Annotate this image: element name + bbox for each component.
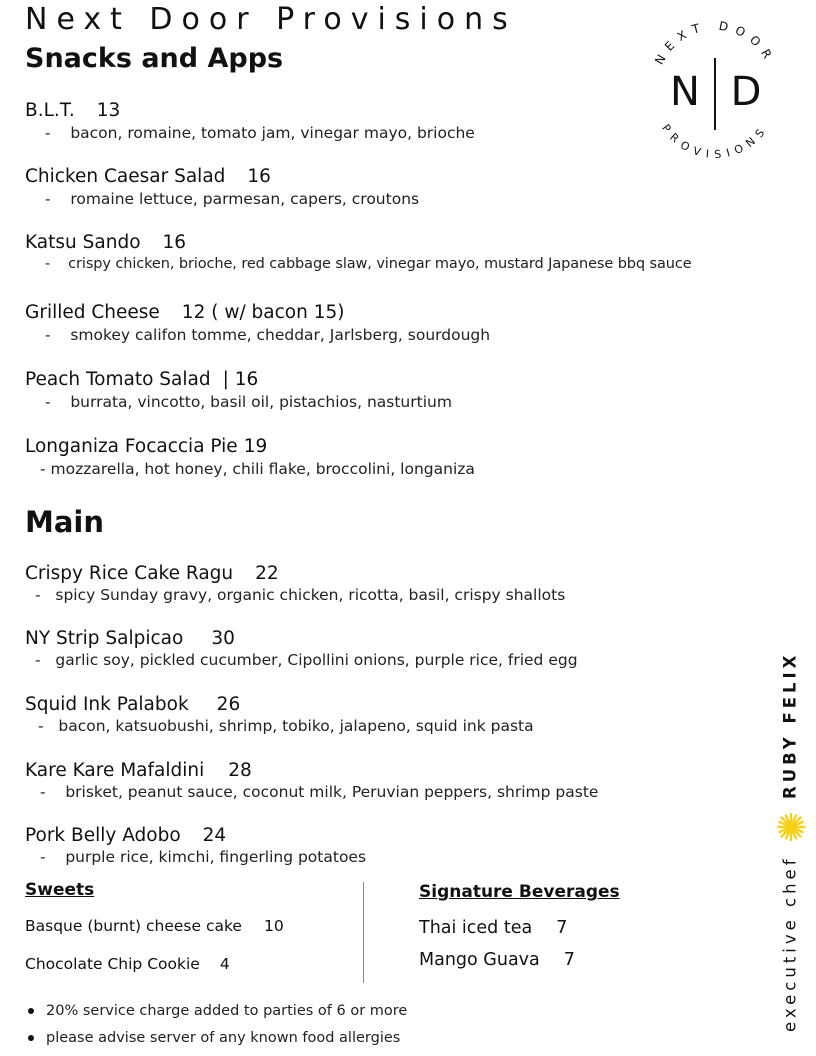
item-description: - bacon, romaine, tomato jam, vinegar mayo, brioche [45,124,475,142]
item-description: - garlic soy, pickled cucumber, Cipollini onions, purple rice, fried egg [35,651,578,669]
item-price: | 16 [222,369,259,390]
item-description: - bacon, katsuobushi, shrimp, tobiko, jalapeno, squid ink pasta [38,717,534,735]
item-description: - romaine lettuce, parmesan, capers, croutons [45,190,420,208]
item-price: 19 [243,436,268,457]
menu-item [25,825,226,846]
sweet-item: Basque (burnt) cheese cake 10 [25,917,284,935]
item-name: Squid Ink Palabok [25,694,189,715]
menu-item [25,232,186,253]
item-description: - mozzarella, hot honey, chili flake, broccolini, longaniza [40,460,475,478]
item-name: Crispy Rice Cake Ragu [25,563,234,584]
chef-credit [776,652,806,1032]
nd-logo [640,12,790,162]
beverage-item: Thai iced tea 7 [419,918,568,938]
item-name: Grilled Cheese [25,302,160,323]
item-price: 12 ( w/ bacon 15) [181,302,345,323]
item-description: - smokey califon tomme, cheddar, Jarlsberg, sourdough [45,326,491,344]
logo-letter-d: D [730,69,762,115]
item-name: Peach Tomato Salad [25,369,211,390]
logo-bottom-text: PROVISIONS [659,121,771,162]
logo-top-text: NEXT DOOR [652,18,778,68]
sweets-heading: Sweets [25,880,95,900]
chef-name: RUBY FELIX [780,651,800,799]
sweet-item: Chocolate Chip Cookie 4 [25,955,230,973]
menu-item [25,166,271,187]
item-name: Chicken Caesar Salad [25,166,226,187]
menu-item [25,302,345,323]
menu-item [25,369,258,390]
item-name: B.L.T. [25,100,75,121]
item-name: Katsu Sando [25,232,141,253]
item-price: 16 [247,166,271,187]
item-price: 26 [216,694,241,715]
bullet-icon [28,1035,34,1041]
item-description: - crispy chicken, brioche, red cabbage slaw, vinegar mayo, mustard Japanese bbq sauce [45,256,692,272]
section-title-main: Main [25,505,105,539]
item-price: 13 [96,100,121,121]
beverage-item: Mango Guava 7 [419,950,575,970]
item-description: - burrata, vincotto, basil oil, pistachios, nasturtium [45,393,452,411]
menu-item [25,694,240,715]
note-service-charge: 20% service charge added to parties of 6 or more [28,1003,407,1019]
menu-item [25,760,252,781]
menu-item [25,563,279,584]
item-price: 24 [202,825,227,846]
brand-title: Next Door Provisions [25,2,517,37]
section-title-snacks: Snacks and Apps [25,43,284,74]
menu-item [25,436,267,457]
logo-letter-n: N [670,69,700,115]
item-name: Longaniza Focaccia Pie [25,436,238,457]
column-divider [363,882,364,983]
item-name: Kare Kare Mafaldini [25,760,205,781]
item-description: - spicy Sunday gravy, organic chicken, ricotta, basil, crispy shallots [35,586,566,604]
item-price: 16 [162,232,187,253]
item-description: - brisket, peanut sauce, coconut milk, Peruvian peppers, shrimp paste [40,783,599,801]
bullet-icon [28,1008,34,1014]
note-allergies: please advise server of any known food allergies [28,1030,400,1046]
item-price: 22 [255,563,279,584]
sun-icon [776,812,806,842]
chef-role: executive chef [780,855,800,1032]
item-name: NY Strip Salpicao [25,628,184,649]
item-price: 30 [211,628,235,649]
item-price: 28 [228,760,252,781]
menu-item [25,628,235,649]
menu-item [25,100,120,121]
item-description: - purple rice, kimchi, fingerling potatoes [40,848,367,866]
beverages-heading: Signature Beverages [419,882,620,902]
item-name: Pork Belly Adobo [25,825,181,846]
